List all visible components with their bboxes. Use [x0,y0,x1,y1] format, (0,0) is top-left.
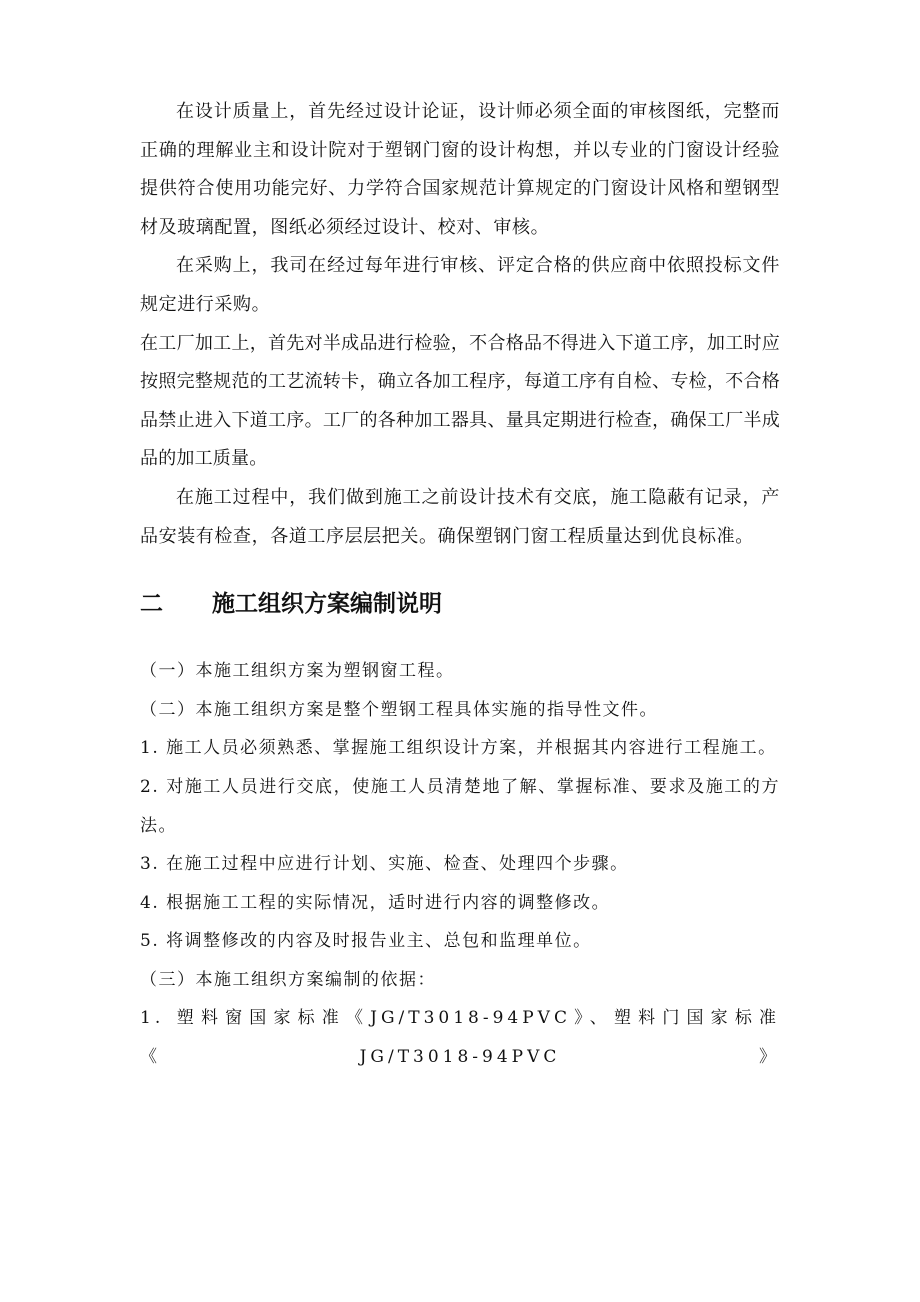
paragraph-construction-process: 在施工过程中，我们做到施工之前设计技术有交底，施工隐蔽有记录，产品安装有检查，各道工序层层把关。确保塑钢门窗工程质量达到优良标准。 [140,486,780,547]
list-item-1: （一）本施工组织方案为塑钢窗工程。 [140,661,455,682]
list-item-4: 2. 对施工人员进行交底，使施工人员清楚地了解、掌握标准、要求及施工的方法。 [140,776,780,836]
section-title: 施工组织方案编制说明 [212,591,442,618]
list-item-2: （二）本施工组织方案是整个塑钢工程具体实施的指导性文件。 [140,699,658,720]
list-item-8: （三）本施工组织方案编制的依据： [140,969,436,990]
list-item-7: 5. 将调整修改的内容及时报告业主、总包和监理单位。 [140,931,592,952]
list-item-5: 3. 在施工过程中应进行计划、实施、检查、处理四个步骤。 [140,854,629,875]
list-item-6: 4. 根据施工工程的实际情况，适时进行内容的调整修改。 [140,892,611,913]
section-number: 二 [140,591,163,618]
list-item-3: 1. 施工人员必须熟悉、掌握施工组织设计方案，并根据其内容进行工程施工。 [140,738,777,759]
list-item-9: 1. 塑料窗国家标准《JG/T3018-94PVC》、塑料门国家标准《JG/T3018-94PVC》 [140,1008,780,1068]
document-body [140,93,780,1077]
paragraph-design-quality: 在设计质量上，首先经过设计论证，设计师必须全面的审核图纸，完整而正确的理解业主和设计院对于塑钢门窗的设计构想，并以专业的门窗设计经验提供符合使用功能完好、力学符合国家规范计算规定的门窗设计风格和塑钢型材及玻璃配置，图纸必须经过设计、校对、审核。 [140,101,780,238]
paragraph-factory-processing: 在工厂加工上，首先对半成品进行检验，不合格品不得进入下道工序，加工时应按照完整规范的工艺流转卡，确立各加工程序，每道工序有自检、专检，不合格品禁止进入下道工序。工厂的各种加工器具、量具定期进行检查，确保工厂半成品的加工质量。 [140,332,780,470]
paragraph-procurement: 在采购上，我司在经过每年进行审核、评定合格的供应商中依照投标文件规定进行采购。 [140,255,780,315]
section-heading [140,584,780,624]
